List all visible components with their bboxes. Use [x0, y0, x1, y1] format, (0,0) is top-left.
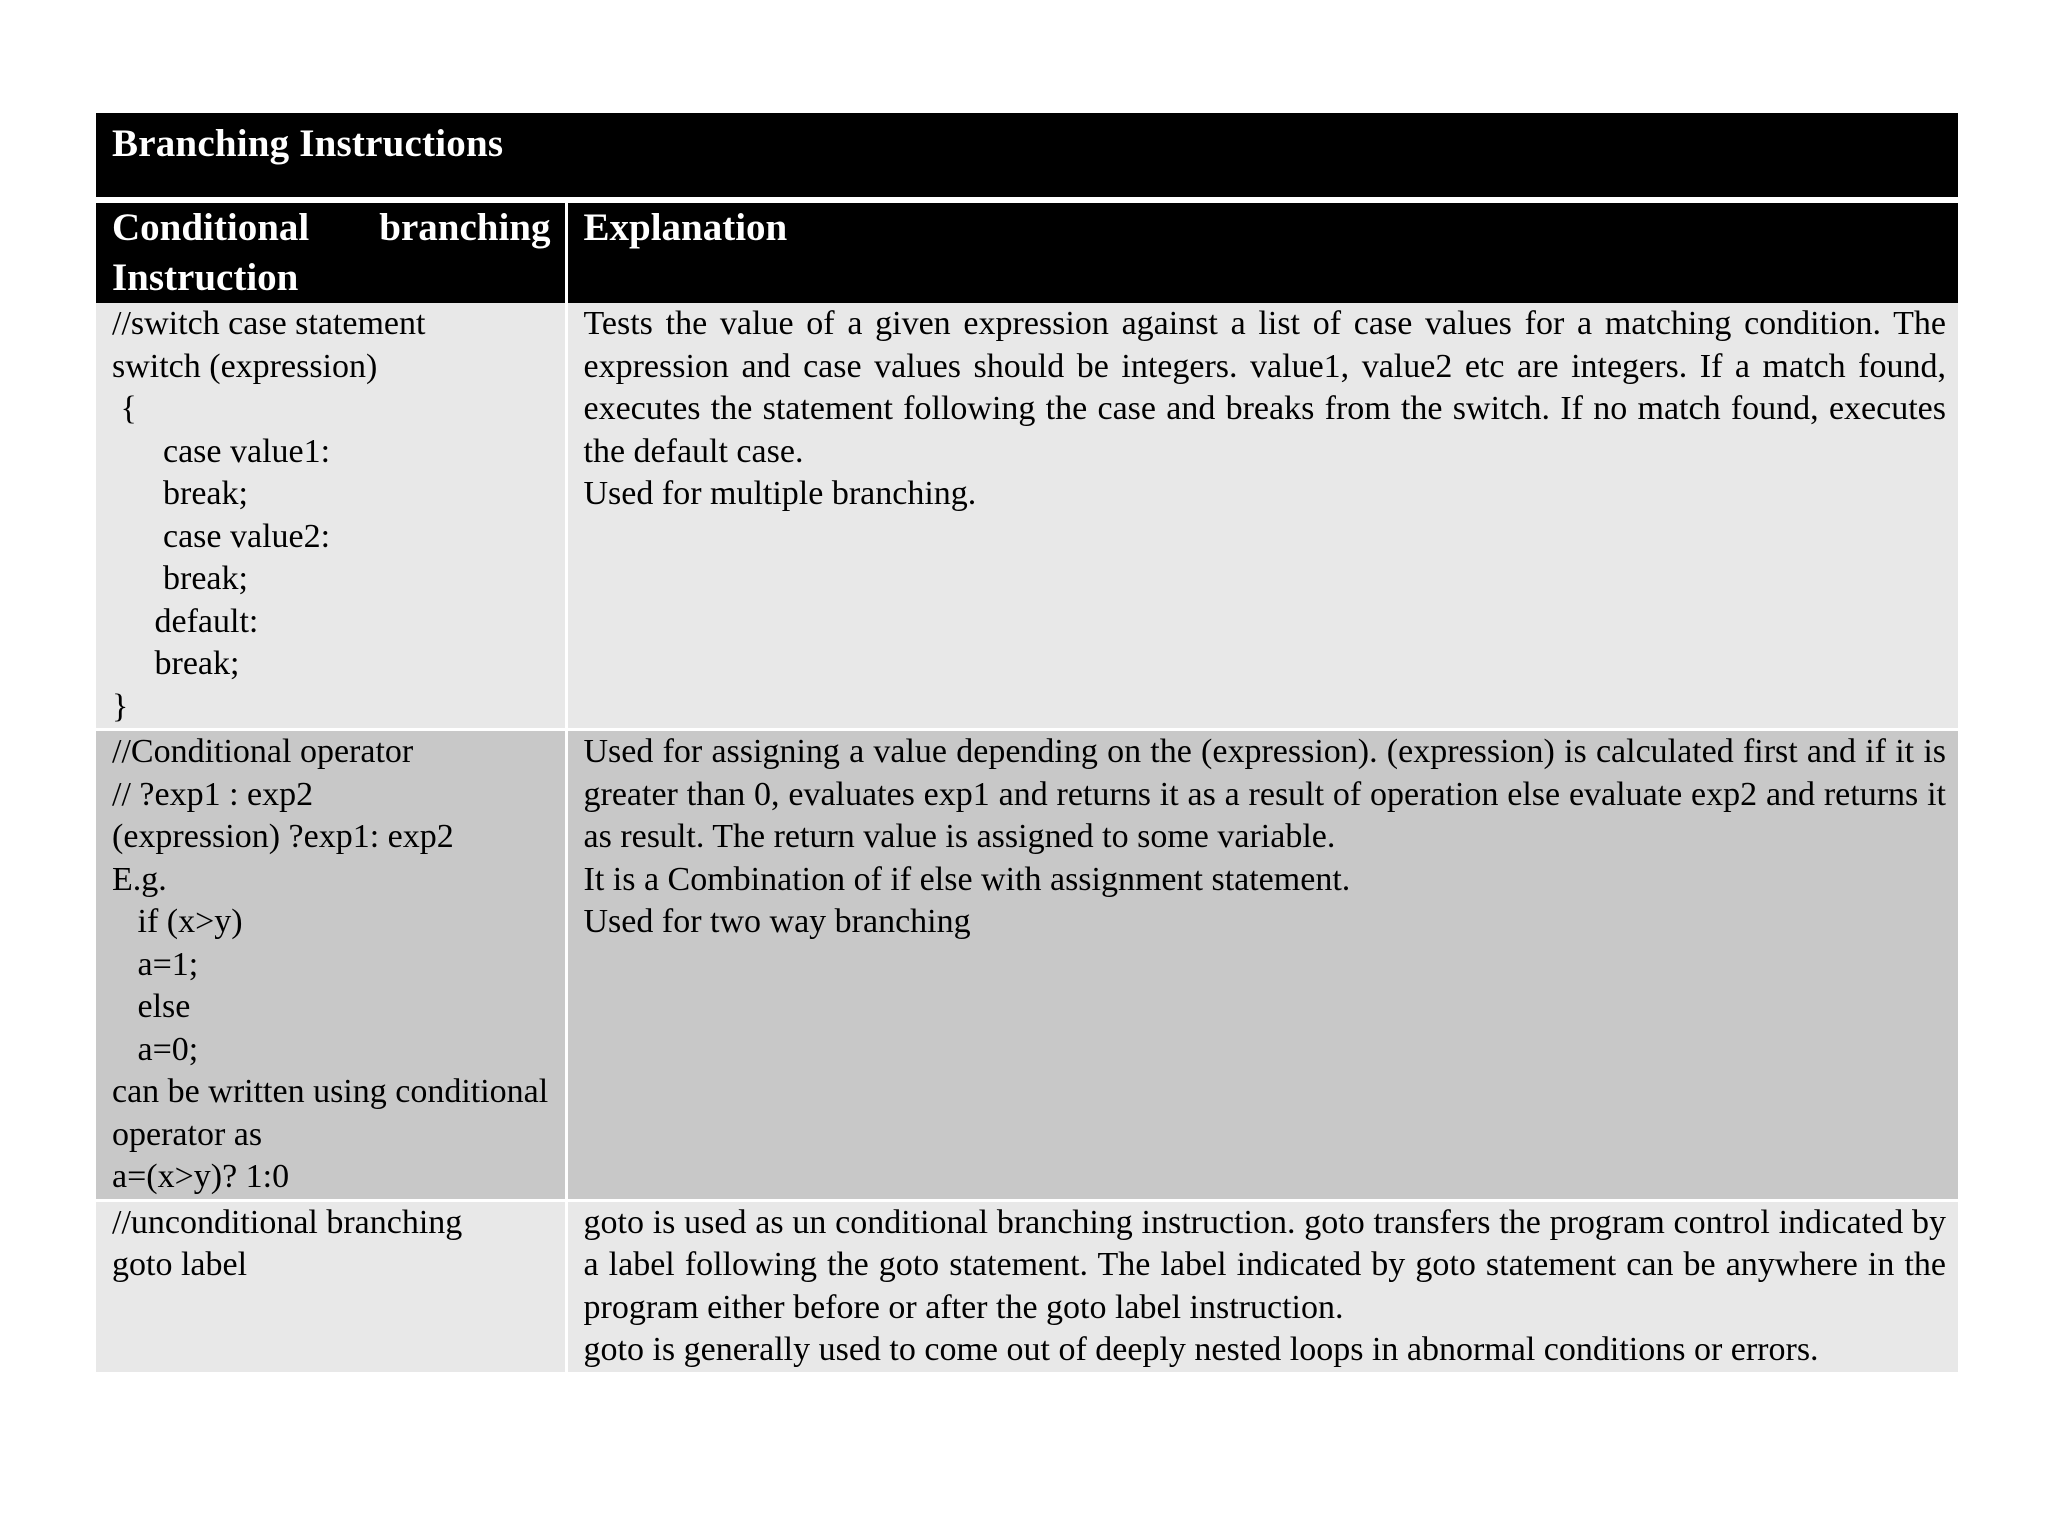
table-row-goto: [96, 1200, 1958, 1372]
code-line: (expression) ?exp1: exp2: [112, 818, 454, 855]
explanation-cell-switch: [566, 303, 1958, 730]
code-line: {: [112, 390, 137, 427]
explanation-paragraph: Used for multiple branching.: [583, 475, 977, 512]
explanation-cell-conditional-operator: [566, 730, 1958, 1201]
code-line: E.g.: [112, 860, 167, 898]
code-line: // ?exp1 : exp2: [112, 775, 314, 813]
table-row-switch: [96, 303, 1958, 730]
code-line: switch (expression): [112, 347, 378, 385]
header-explanation: Explanation: [566, 203, 1958, 303]
code-line: a=1;: [112, 945, 199, 983]
code-line: break;: [112, 560, 248, 597]
code-line: if (x>y): [112, 903, 243, 940]
code-line: break;: [112, 475, 248, 512]
code-line: else: [112, 988, 191, 1025]
code-cell-switch: [96, 303, 566, 730]
code-line: a=(x>y)? 1:0: [112, 1158, 290, 1195]
explanation-paragraph: Used for assigning a value depending on the (expression). (expression) is calculated first and if it is greater than 0, evaluates exp1 and returns it as a result of operation else evaluate exp2 and returns it as result. The return value is assigned to some variable.: [583, 733, 1946, 855]
code-line: }: [112, 687, 129, 725]
table-row-conditional-operator: [96, 730, 1958, 1201]
code-line: operator as: [112, 1115, 263, 1153]
explanation-paragraph: Tests the value of a given expression against a list of case values for a matching condition. The expression and case values should be integers. value1, value2 etc are integers. If a match found, executes the statement following the case and breaks from the switch. If no match found, executes the default case.: [583, 305, 1946, 470]
code-line: //Conditional operator: [112, 733, 414, 770]
code-line: default:: [112, 602, 259, 640]
branching-table: [96, 203, 1958, 1372]
code-line: //switch case statement: [112, 305, 426, 342]
code-line: goto label: [112, 1246, 248, 1283]
header-row: [96, 203, 1958, 303]
code-line: case value2:: [112, 517, 331, 555]
explanation-paragraph: Used for two way branching: [583, 903, 971, 940]
table-title-text: Branching Instructions: [112, 122, 504, 165]
explanation-paragraph: goto is generally used to come out of deeply nested loops in abnormal conditions or errors.: [583, 1331, 1819, 1368]
code-cell-goto: [96, 1200, 566, 1372]
branching-table-container: [96, 113, 1958, 1372]
code-line: a=0;: [112, 1030, 199, 1068]
explanation-paragraph: goto is used as un conditional branching instruction. goto transfers the program control indicated by a label following the goto statement. The label indicated by goto statement can be anywhere in the program either before or after the goto label instruction.: [583, 1203, 1946, 1326]
table-title: [96, 113, 1958, 197]
explanation-cell-goto: [566, 1200, 1958, 1372]
header-instruction: Conditional branching Instruction: [96, 203, 566, 303]
code-cell-conditional-operator: [96, 730, 566, 1201]
explanation-paragraph: It is a Combination of if else with assignment statement.: [583, 860, 1351, 898]
code-line: break;: [112, 645, 240, 682]
code-line: can be written using conditional: [112, 1073, 549, 1110]
code-line: case value1:: [112, 432, 331, 470]
code-line: //unconditional branching: [112, 1203, 463, 1241]
